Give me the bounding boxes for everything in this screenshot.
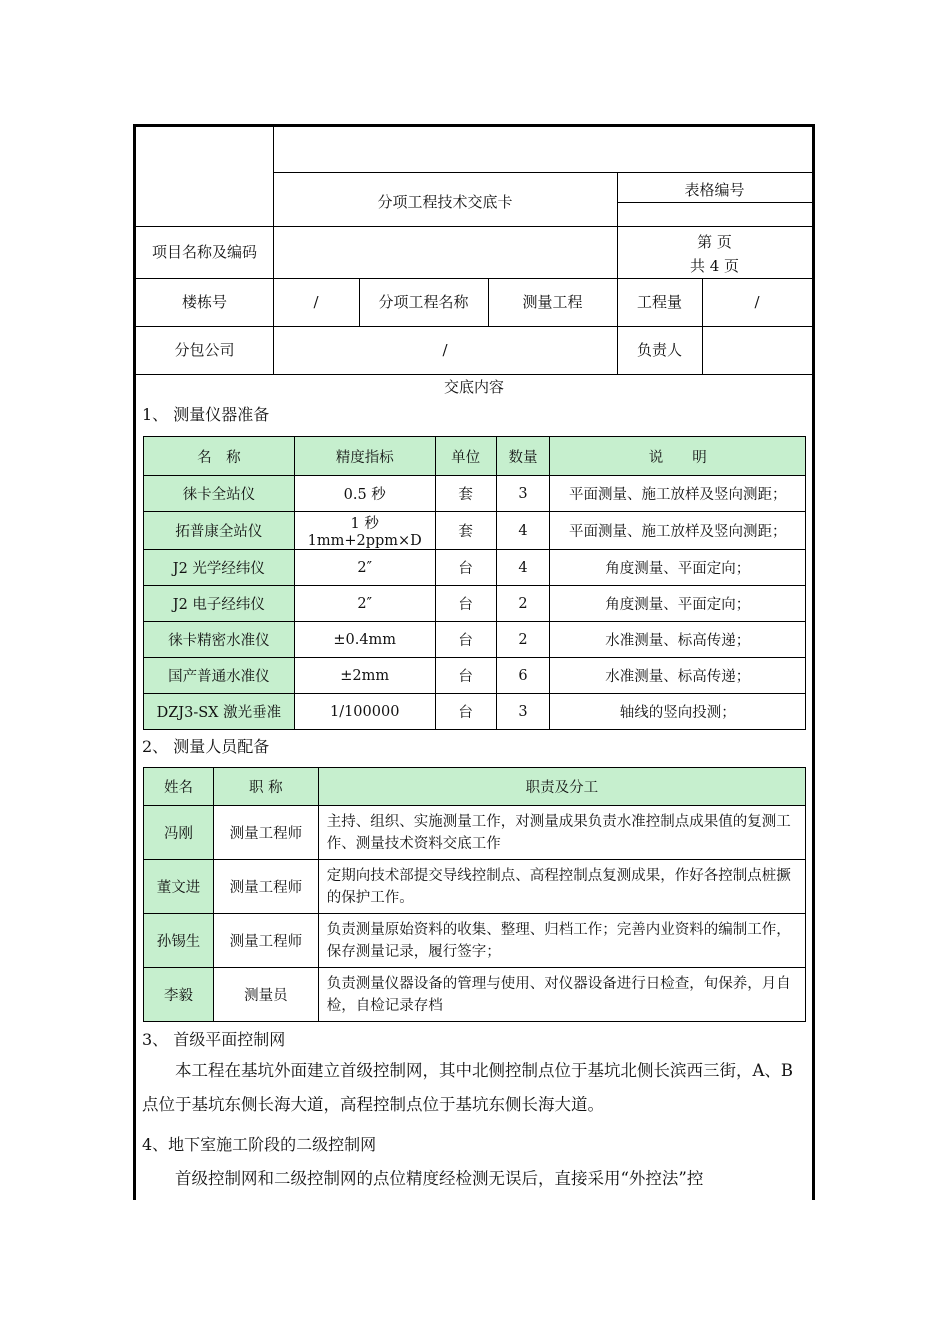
instrument-col-header: 单位 [435, 437, 496, 476]
table-row [144, 914, 806, 968]
grid-line [136, 226, 812, 227]
section3-paragraph: 本工程在基坑外面建立首级控制网，其中北侧控制点位于基坑北侧长滨西三街，A、B 点位于基坑东侧长海大道，高程控制点位于基坑东侧长海大道。 [142, 1061, 794, 1114]
table-row [144, 512, 806, 550]
instrument-cell: ±0.4mm [294, 622, 435, 658]
card-title: 分项工程技术交底卡 [377, 193, 513, 211]
content-label: 交底内容 [443, 378, 504, 396]
personnel-cell: 李毅 [144, 968, 214, 1022]
table-row [144, 968, 806, 1022]
instrument-cell: 2 [496, 622, 550, 658]
personnel-col-header: 职 称 [213, 768, 318, 806]
grid-line [136, 374, 812, 375]
personnel-cell: 测量工程师 [213, 806, 318, 860]
table-row [144, 694, 806, 730]
instrument-cell: 台 [435, 550, 496, 586]
section3-title: 3、 首级平面控制网 [142, 1030, 286, 1049]
instrument-cell: 1/100000 [294, 694, 435, 730]
total-pages: 共 4 页 [689, 257, 740, 275]
instrument-cell: 徕卡精密水准仪 [144, 622, 295, 658]
grid-line [273, 127, 274, 374]
instrument-cell: 拓普康全站仪 [144, 512, 295, 550]
instrument-cell: 台 [435, 694, 496, 730]
subitem-value: 测量工程 [522, 293, 583, 311]
instrument-cell: 4 [496, 550, 550, 586]
table-row [144, 476, 806, 512]
building-label: 楼栋号 [181, 293, 227, 311]
subitem-label: 分项工程名称 [378, 293, 469, 311]
instrument-cell: 3 [496, 694, 550, 730]
personnel-cell: 董文进 [144, 860, 214, 914]
instrument-cell: 轴线的竖向投测； [550, 694, 806, 730]
instrument-cell: 2″ [294, 550, 435, 586]
table-row [144, 658, 806, 694]
instrument-cell: 台 [435, 658, 496, 694]
instrument-cell: 徕卡全站仪 [144, 476, 295, 512]
instrument-cell: 6 [496, 658, 550, 694]
personnel-cell: 定期向技术部提交导线控制点、高程控制点复测成果，作好各控制点桩撅的保护工作。 [318, 860, 805, 914]
instrument-cell: 角度测量、平面定向； [550, 586, 806, 622]
instrument-col-header: 说 明 [550, 437, 806, 476]
grid-line [136, 278, 812, 279]
instrument-table [143, 436, 806, 730]
section4-paragraph: 首级控制网和二级控制网的点位精度经检测无误后，直接采用“外控法”控 [142, 1169, 704, 1188]
instrument-cell: 台 [435, 622, 496, 658]
instrument-col-header: 数量 [496, 437, 550, 476]
grid-line [136, 326, 812, 327]
table-row [144, 806, 806, 860]
personnel-col-header: 职责及分工 [318, 768, 805, 806]
personnel-cell: 主持、组织、实施测量工作，对测量成果负责水准控制点成果值的复测工作、测量技术资料交底工作 [318, 806, 805, 860]
instrument-cell: 国产普通水准仪 [144, 658, 295, 694]
instrument-cell: DZJ3-SX 激光垂准 [144, 694, 295, 730]
instrument-cell: 套 [435, 512, 496, 550]
instrument-cell: 4 [496, 512, 550, 550]
personnel-cell: 测量工程师 [213, 860, 318, 914]
instrument-cell: 水准测量、标高传递； [550, 622, 806, 658]
instrument-cell: 水准测量、标高传递； [550, 658, 806, 694]
instrument-cell: 台 [435, 586, 496, 622]
table-row [144, 586, 806, 622]
personnel-cell: 测量员 [213, 968, 318, 1022]
quantity-value: / [754, 293, 760, 311]
section4-title: 4、地下室施工阶段的二级控制网 [142, 1135, 377, 1154]
page-label: 第 页 [697, 233, 732, 251]
instrument-cell: ±2mm [294, 658, 435, 694]
section1-title: 1、 测量仪器准备 [142, 405, 270, 424]
personnel-col-header: 姓名 [144, 768, 214, 806]
personnel-cell: 负责测量仪器设备的管理与使用、对仪器设备进行日检查，旬保养，月自检，自检记录存档 [318, 968, 805, 1022]
project-label: 项目名称及编码 [151, 243, 257, 261]
instrument-cell: J2 光学经纬仪 [144, 550, 295, 586]
building-value: / [313, 293, 319, 311]
instrument-cell: 2 [496, 586, 550, 622]
instrument-cell: 2″ [294, 586, 435, 622]
personnel-cell: 冯刚 [144, 806, 214, 860]
instrument-cell: 平面测量、施工放样及竖向测距； [550, 476, 806, 512]
responsible-label: 负责人 [636, 341, 682, 359]
personnel-cell: 测量工程师 [213, 914, 318, 968]
grid-line [273, 172, 812, 173]
instrument-cell: 3 [496, 476, 550, 512]
instrument-cell: J2 电子经纬仪 [144, 586, 295, 622]
form-no-label: 表格编号 [684, 181, 745, 199]
instrument-cell: 套 [435, 476, 496, 512]
personnel-table [143, 767, 806, 1022]
personnel-cell: 孙锡生 [144, 914, 214, 968]
instrument-cell: 1 秒 1mm+2ppm×D [294, 512, 435, 550]
quantity-label: 工程量 [636, 293, 682, 311]
table-row [144, 860, 806, 914]
instrument-cell: 0.5 秒 [294, 476, 435, 512]
subcontractor-value: / [442, 341, 448, 359]
grid-line [617, 202, 812, 203]
subcontractor-label: 分包公司 [174, 341, 235, 359]
instrument-col-header: 精度指标 [294, 437, 435, 476]
section2-title: 2、 测量人员配备 [142, 737, 270, 756]
personnel-cell: 负责测量原始资料的收集、整理、归档工作；完善内业资料的编制工作，保存测量记录，履行签字； [318, 914, 805, 968]
table-row [144, 622, 806, 658]
instrument-cell: 平面测量、施工放样及竖向测距； [550, 512, 806, 550]
table-row [144, 550, 806, 586]
instrument-cell: 角度测量、平面定向； [550, 550, 806, 586]
instrument-col-header: 名 称 [144, 437, 295, 476]
